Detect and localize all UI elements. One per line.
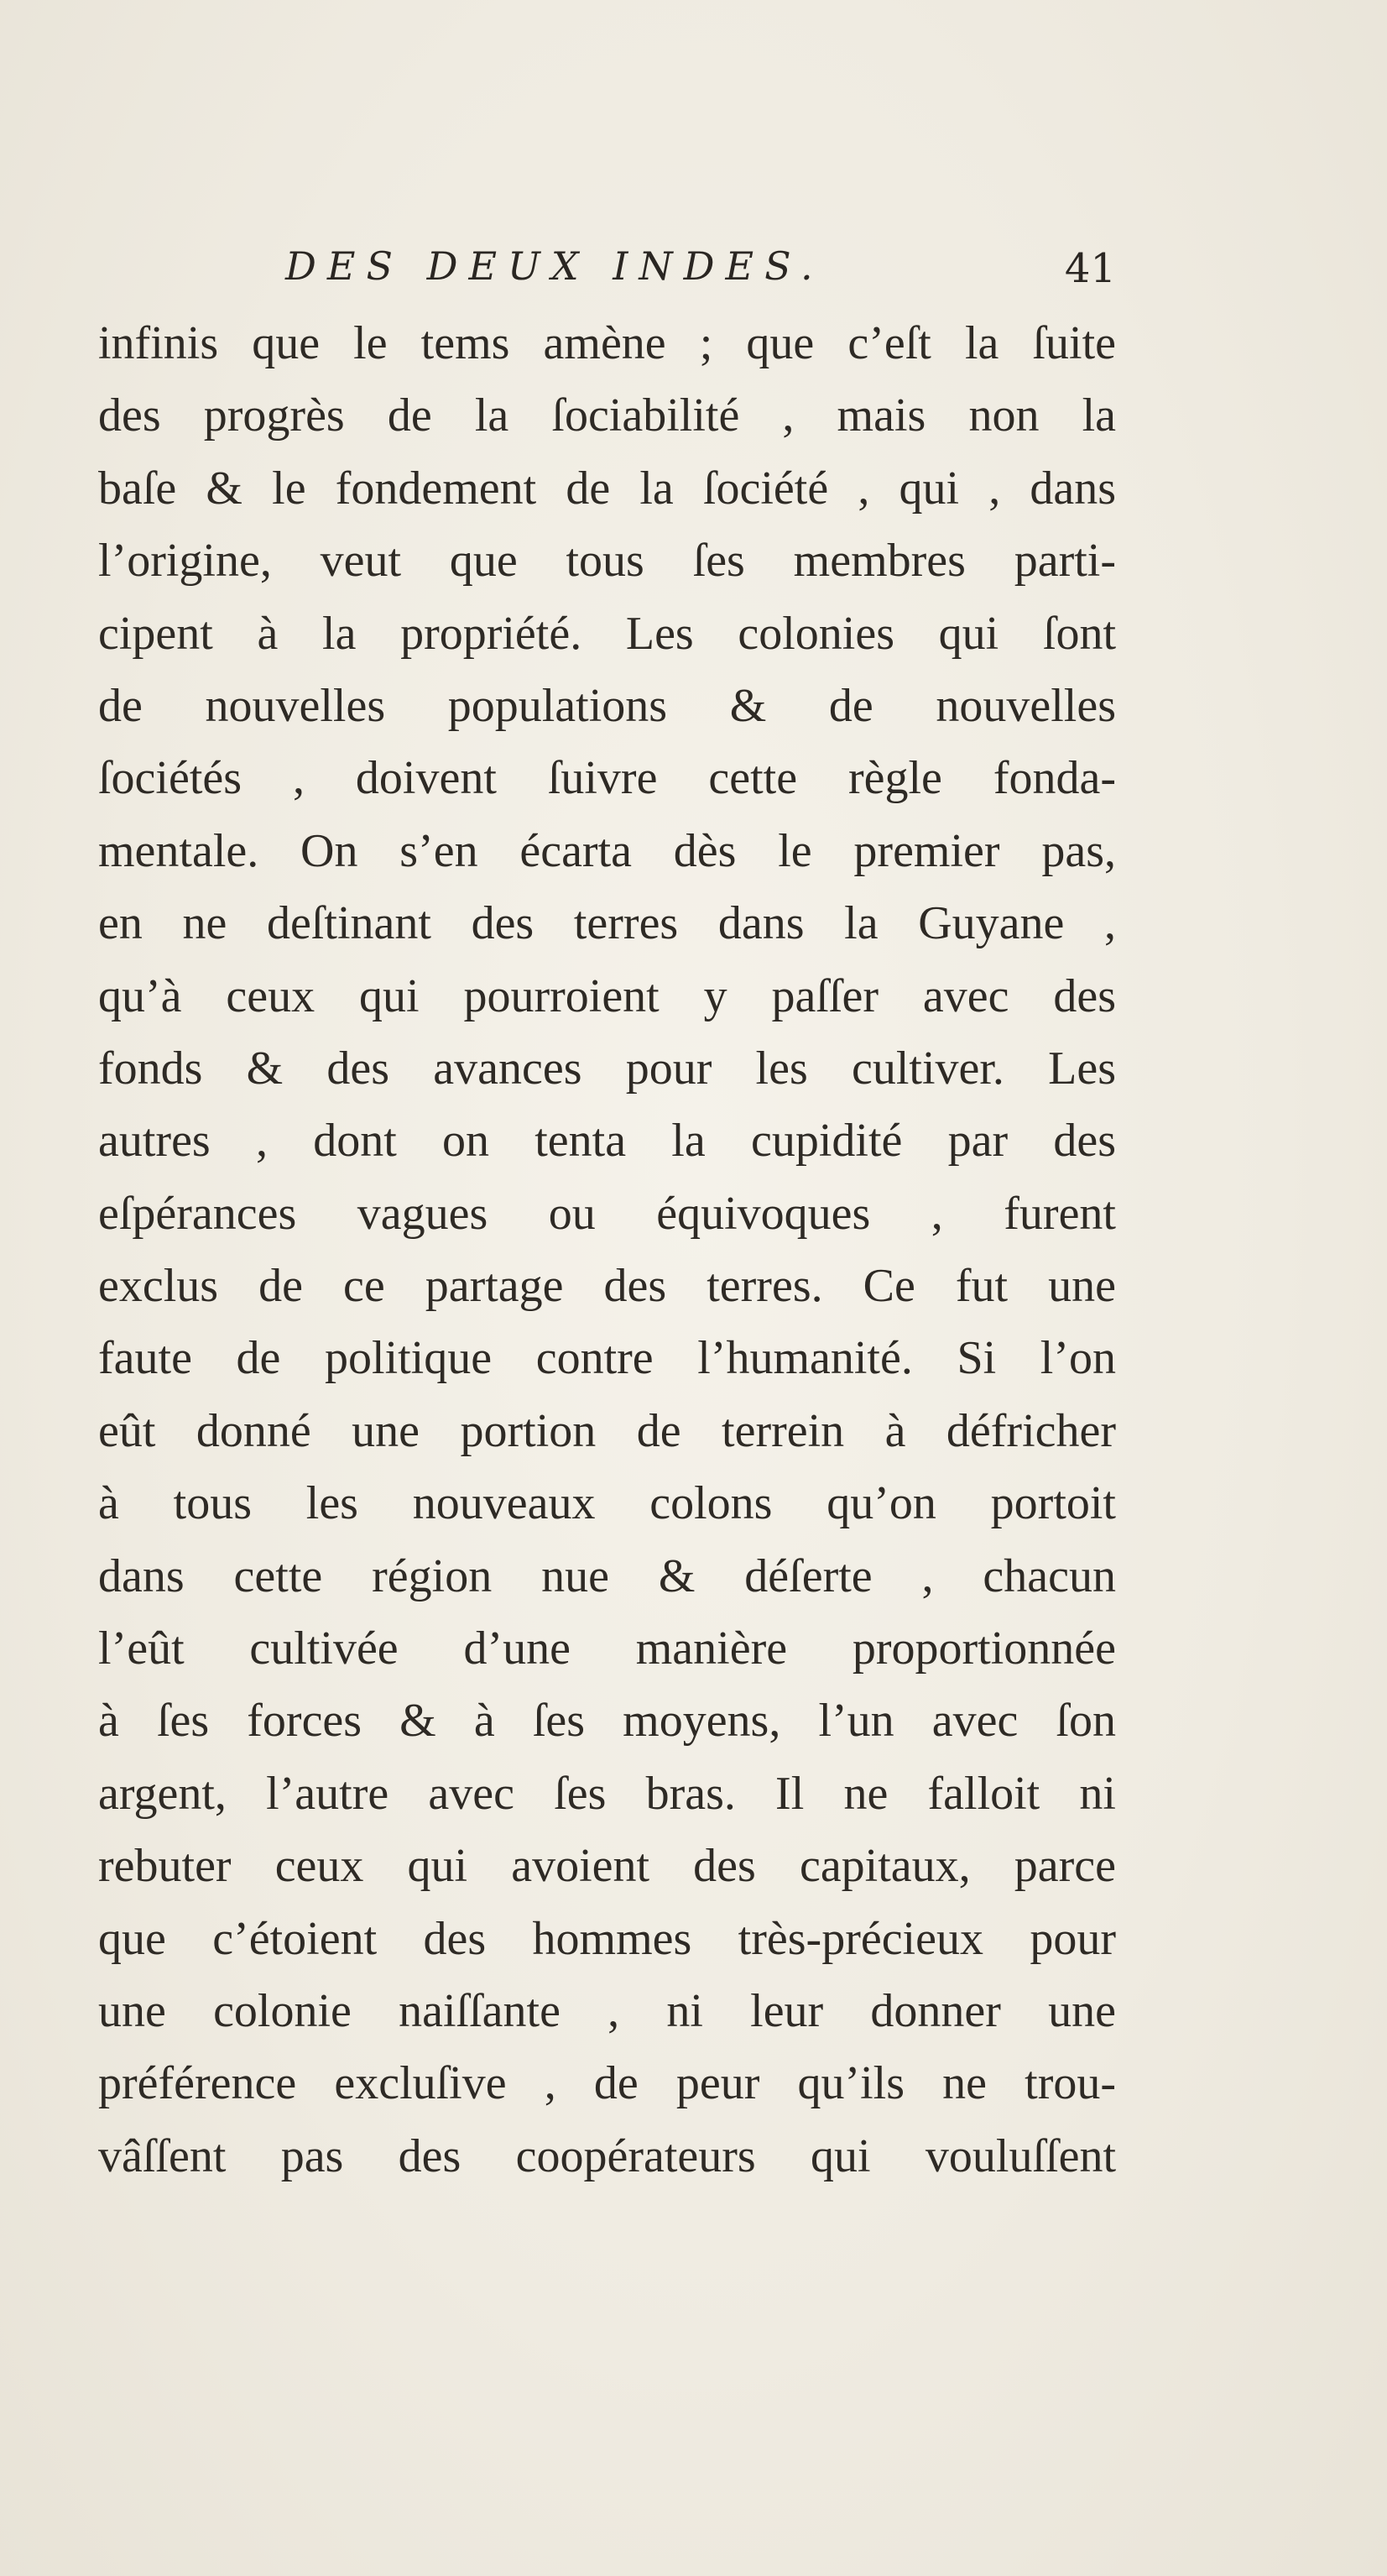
- text-line: infinis que le tems amène ; que c’eſt la ſuite: [98, 317, 1116, 369]
- page-header: [285, 243, 1116, 311]
- text-line: des progrès de la ſociabilité , mais non la: [98, 389, 1116, 442]
- text-line: eſpérances vagues ou équivoques , furent: [98, 1187, 1116, 1240]
- text-line: à ſes forces & à ſes moyens, l’un avec ſon: [98, 1695, 1116, 1748]
- text-line: faute de politique contre l’humanité. Si l’on: [98, 1332, 1116, 1385]
- text-line: mentale. On s’en écarta dès le premier pas,: [98, 824, 1116, 877]
- text-line: l’origine, veut que tous ſes membres parti-: [98, 535, 1116, 588]
- text-line: argent, l’autre avec ſes bras. Il ne falloit ni: [98, 1767, 1116, 1820]
- text-line: dans cette région nue & déſerte , chacun: [98, 1549, 1116, 1602]
- text-line: de nouvelles populations & de nouvelles: [98, 679, 1116, 732]
- text-line: autres , dont on tenta la cupidité par des: [98, 1115, 1116, 1168]
- text-line: fonds & des avances pour les cultiver. Les: [98, 1042, 1116, 1095]
- text-line: baſe & le fondement de la ſociété , qui , dans: [98, 462, 1116, 515]
- text-line: qu’à ceux qui pourroient y paſſer avec des: [98, 969, 1116, 1022]
- text-line: ſociétés , doivent ſuivre cette règle fonda-: [98, 752, 1116, 805]
- text-line: que c’étoient des hommes très-précieux pour: [98, 1912, 1116, 1965]
- text-line: l’eût cultivée d’une manière proportionnée: [98, 1622, 1116, 1675]
- text-line: cipent à la propriété. Les colonies qui ſont: [98, 607, 1116, 660]
- text-line: eût donné une portion de terrein à défricher: [98, 1404, 1116, 1457]
- page-number: 41: [1064, 245, 1116, 292]
- text-line: une colonie naiſſante , ni leur donner une: [98, 1984, 1116, 2037]
- text-line: préférence excluſive , de peur qu’ils ne trou-: [98, 2057, 1116, 2110]
- body-text: [98, 307, 1116, 2192]
- text-line: exclus de ce partage des terres. Ce fut une: [98, 1260, 1116, 1313]
- running-title: DES DEUX INDES.: [285, 243, 824, 289]
- text-line: à tous les nouveaux colons qu’on portoit: [98, 1477, 1116, 1530]
- text-line: vâſſent pas des coopérateurs qui vouluſſent: [98, 2129, 1116, 2182]
- text-line: en ne deſtinant des terres dans la Guyane ,: [98, 897, 1116, 950]
- text-line: rebuter ceux qui avoient des capitaux, parce: [98, 1840, 1116, 1893]
